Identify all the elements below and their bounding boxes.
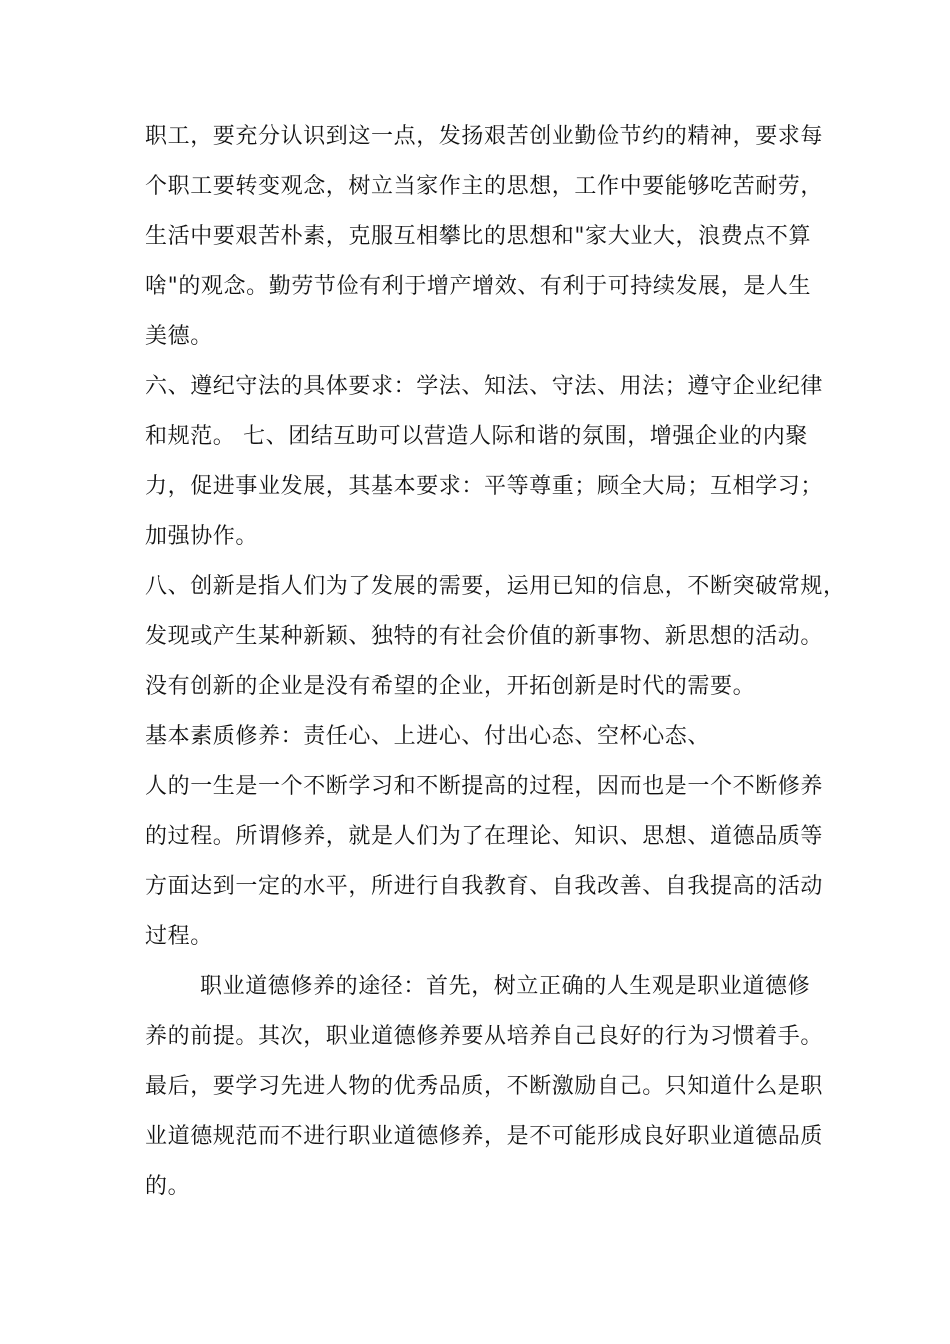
text-line: 方面达到一定的水平，所进行自我教育、自我改善、自我提高的活动 bbox=[145, 874, 824, 899]
text-line: 人的一生是一个不断学习和不断提高的过程，因而也是一个不断修养 bbox=[145, 774, 824, 799]
text-line: 养的前提。其次，职业道德修养要从培养自己良好的行为习惯着手。 bbox=[145, 1024, 824, 1049]
text-line: 过程。 bbox=[145, 924, 213, 949]
text-line: 的。 bbox=[145, 1174, 191, 1199]
text-line: 加强协作。 bbox=[145, 524, 259, 549]
text-line: 基本素质修养：责任心、上进心、付出心态、空杯心态、 bbox=[145, 724, 711, 749]
text-line: 个职工要转变观念，树立当家作主的思想，工作中要能够吃苦耐劳， bbox=[145, 174, 824, 199]
text-line: 最后，要学习先进人物的优秀品质，不断激励自己。只知道什么是职 bbox=[145, 1074, 824, 1099]
text-line: 职业道德修养的途径：首先，树立正确的人生观是职业道德修 bbox=[200, 974, 811, 999]
text-line: 六、遵纪守法的具体要求：学法、知法、守法、用法；遵守企业纪律 bbox=[145, 374, 824, 399]
text-line: 职工，要充分认识到这一点，发扬艰苦创业勤俭节约的精神，要求每 bbox=[145, 124, 824, 149]
text-line: 和规范。 七、团结互助可以营造人际和谐的氛围，增强企业的内聚 bbox=[145, 424, 808, 449]
text-line: 美德。 bbox=[145, 324, 213, 349]
text-line: 的过程。所谓修养，就是人们为了在理论、知识、思想、道德品质等 bbox=[145, 824, 824, 849]
text-line: 八、创新是指人们为了发展的需要，运用已知的信息，不断突破常规， bbox=[145, 574, 846, 599]
text-line: 生活中要艰苦朴素，克服互相攀比的思想和"家大业大，浪费点不算 bbox=[145, 224, 812, 249]
text-line: 啥"的观念。勤劳节俭有利于增产增效、有利于可持续发展，是人生 bbox=[145, 274, 812, 299]
text-line: 业道德规范而不进行职业道德修养，是不可能形成良好职业道德品质 bbox=[145, 1124, 824, 1149]
text-line: 没有创新的企业是没有希望的企业，开拓创新是时代的需要。 bbox=[145, 674, 756, 699]
text-line: 发现或产生某种新颖、独特的有社会价值的新事物、新思想的活动。 bbox=[145, 624, 824, 649]
text-line: 力，促进事业发展，其基本要求：平等尊重；顾全大局；互相学习； bbox=[145, 474, 824, 499]
